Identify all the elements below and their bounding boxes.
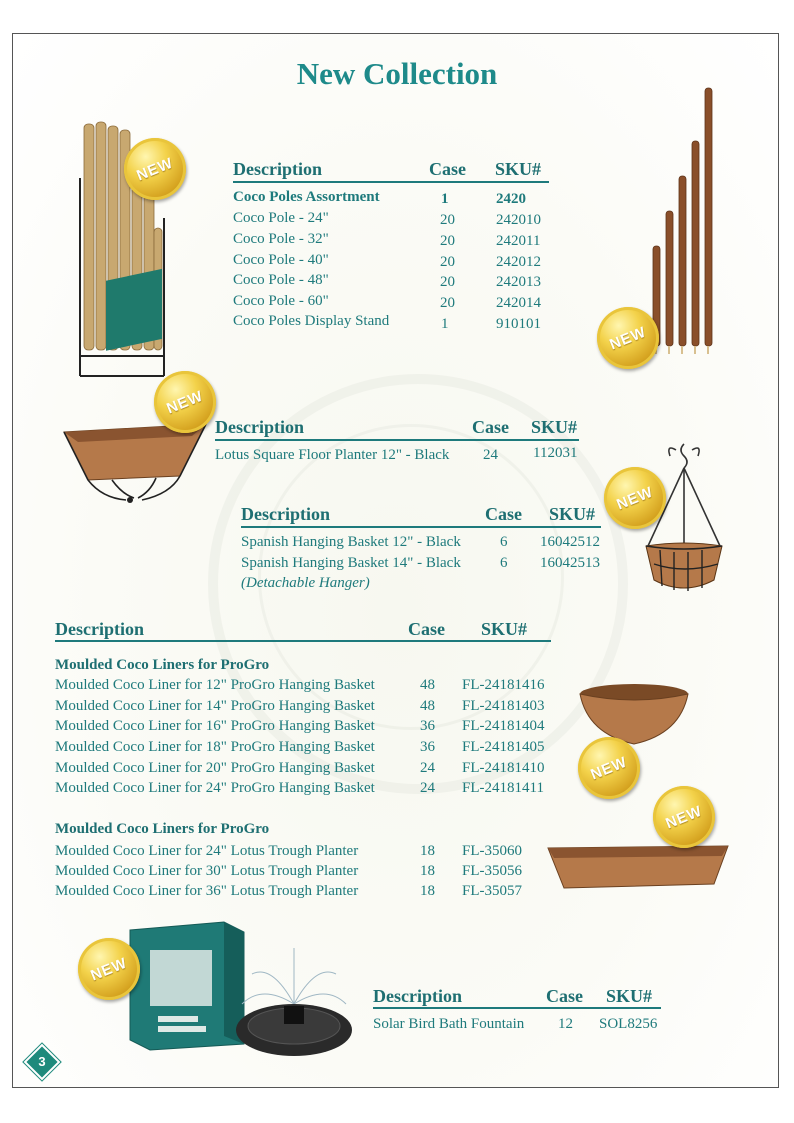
- spanish-row-0-desc: Spanish Hanging Basket 12" - Black: [241, 534, 461, 550]
- spanish-row-1-desc: Spanish Hanging Basket 14" - Black: [241, 555, 461, 571]
- liners-g1-row-4-case: 24: [420, 760, 435, 776]
- new-badge-lotus-square: NEW: [154, 371, 216, 433]
- page-number: 3: [38, 1054, 46, 1069]
- coco-poles-row-5-desc: Coco Pole - 60": [233, 293, 329, 309]
- liners-g1-row-4-sku: FL-24181410: [462, 760, 545, 776]
- spanish-header-case: Case: [485, 504, 522, 524]
- liners-g1-row-5-sku: FL-24181411: [462, 780, 544, 796]
- liners-g1-row-1-sku: FL-24181403: [462, 698, 545, 714]
- solar-header-description: Description: [373, 986, 462, 1006]
- liners-g1-row-5-desc: Moulded Coco Liner for 24" ProGro Hanging Basket: [55, 780, 375, 796]
- coco-poles-header-description: Description: [233, 159, 322, 179]
- spanish-header-rule: [241, 526, 601, 528]
- lotus-square-header-description: Description: [215, 417, 304, 437]
- spanish-row-0-sku: 16042512: [540, 534, 600, 550]
- solar-fountain-box-image: [128, 920, 246, 1052]
- spanish-header-description: Description: [241, 504, 330, 524]
- solar-header-rule: [373, 1007, 661, 1009]
- spanish-note: (Detachable Hanger): [241, 575, 370, 591]
- spanish-header-sku: SKU#: [549, 504, 596, 524]
- liners-header-rule: [55, 640, 551, 642]
- liners-group2-title: Moulded Coco Liners for ProGro: [55, 821, 270, 837]
- solar-header-sku: SKU#: [606, 986, 653, 1006]
- liners-g1-row-2-sku: FL-24181404: [462, 718, 545, 734]
- coco-poles-row-1-sku: 242010: [496, 212, 541, 228]
- lotus-square-row-0-desc: Lotus Square Floor Planter 12" - Black: [215, 447, 450, 463]
- liners-g2-row-2-sku: FL-35057: [462, 883, 522, 899]
- lotus-square-header-case: Case: [472, 417, 509, 437]
- new-badge-coco-poles: NEW: [124, 138, 186, 200]
- liners-g2-row-0-desc: Moulded Coco Liner for 24" Lotus Trough Planter: [55, 843, 359, 859]
- solar-header-case: Case: [546, 986, 583, 1006]
- liners-g1-row-3-sku: FL-24181405: [462, 739, 545, 755]
- coco-poles-row-2-desc: Coco Pole - 32": [233, 231, 329, 247]
- coco-poles-header-case: Case: [429, 159, 466, 179]
- liners-g1-row-3-desc: Moulded Coco Liner for 18" ProGro Hanging Basket: [55, 739, 375, 755]
- coco-poles-header-rule: [233, 181, 549, 183]
- liners-header-description: Description: [55, 619, 144, 639]
- liners-g1-row-1-case: 48: [420, 698, 435, 714]
- new-badge-coco-poles-right: NEW: [597, 307, 659, 369]
- liners-g1-row-4-desc: Moulded Coco Liner for 20" ProGro Hanging Basket: [55, 760, 375, 776]
- coco-poles-row-1-desc: Coco Pole - 24": [233, 210, 329, 226]
- liners-g1-row-0-case: 48: [420, 677, 435, 693]
- coco-poles-row-5-case: 20: [440, 295, 455, 311]
- liners-g2-row-1-desc: Moulded Coco Liner for 30" Lotus Trough Planter: [55, 863, 359, 879]
- lotus-square-header-sku: SKU#: [531, 417, 578, 437]
- liners-g1-row-5-case: 24: [420, 780, 435, 796]
- solar-fountain-image: [232, 944, 356, 1062]
- coco-poles-row-3-case: 20: [440, 254, 455, 270]
- liners-g2-row-1-sku: FL-35056: [462, 863, 522, 879]
- liners-g1-row-2-desc: Moulded Coco Liner for 16" ProGro Hanging Basket: [55, 718, 375, 734]
- liners-g2-row-0-case: 18: [420, 843, 435, 859]
- liners-group1-title: Moulded Coco Liners for ProGro: [55, 657, 270, 673]
- lotus-square-row-0-case: 24: [483, 447, 498, 463]
- coco-poles-header-sku: SKU#: [495, 159, 542, 179]
- coco-poles-row-4-case: 20: [440, 274, 455, 290]
- liners-g1-row-0-desc: Moulded Coco Liner for 12" ProGro Hanging Basket: [55, 677, 375, 693]
- coco-poles-image: [648, 86, 718, 356]
- spanish-row-1-case: 6: [500, 555, 508, 571]
- liners-g1-row-3-case: 36: [420, 739, 435, 755]
- coco-poles-row-0-case: 1: [441, 191, 449, 207]
- new-badge-spanish-basket: NEW: [604, 467, 666, 529]
- coco-poles-row-0-desc: Coco Poles Assortment: [233, 189, 380, 205]
- coco-poles-row-3-desc: Coco Pole - 40": [233, 252, 329, 268]
- coco-poles-row-2-sku: 242011: [496, 233, 541, 249]
- lotus-square-row-0-sku: 112031: [533, 445, 578, 461]
- coco-poles-row-5-sku: 242014: [496, 295, 541, 311]
- coco-poles-row-6-case: 1: [441, 316, 449, 332]
- liners-g2-row-2-desc: Moulded Coco Liner for 36" Lotus Trough Planter: [55, 883, 359, 899]
- liners-g2-row-2-case: 18: [420, 883, 435, 899]
- lotus-square-header-rule: [215, 439, 579, 441]
- coco-poles-row-3-sku: 242012: [496, 254, 541, 270]
- spanish-row-0-case: 6: [500, 534, 508, 550]
- coco-poles-row-4-sku: 242013: [496, 274, 541, 290]
- solar-row-0-case: 12: [558, 1016, 573, 1032]
- liners-g2-row-1-case: 18: [420, 863, 435, 879]
- page-title: New Collection: [296, 56, 498, 91]
- new-badge-liner-bowl: NEW: [578, 737, 640, 799]
- coco-poles-row-0-sku: 2420: [496, 191, 526, 207]
- new-badge-solar: NEW: [78, 938, 140, 1000]
- coco-liner-bowl-image: [578, 682, 690, 748]
- coco-liner-trough-image: [546, 840, 730, 892]
- solar-row-0-sku: SOL8256: [599, 1016, 658, 1032]
- spanish-row-1-sku: 16042513: [540, 555, 600, 571]
- liners-g1-row-2-case: 36: [420, 718, 435, 734]
- coco-poles-row-6-desc: Coco Poles Display Stand: [233, 313, 390, 329]
- coco-poles-row-4-desc: Coco Pole - 48": [233, 272, 329, 288]
- coco-poles-row-2-case: 20: [440, 233, 455, 249]
- coco-poles-row-6-sku: 910101: [496, 316, 541, 332]
- liners-g1-row-0-sku: FL-24181416: [462, 677, 545, 693]
- liners-header-sku: SKU#: [481, 619, 528, 639]
- coco-poles-row-1-case: 20: [440, 212, 455, 228]
- solar-row-0-desc: Solar Bird Bath Fountain: [373, 1016, 525, 1032]
- liners-g1-row-1-desc: Moulded Coco Liner for 14" ProGro Hanging Basket: [55, 698, 375, 714]
- liners-header-case: Case: [408, 619, 445, 639]
- new-badge-liner-trough: NEW: [653, 786, 715, 848]
- liners-g2-row-0-sku: FL-35060: [462, 843, 522, 859]
